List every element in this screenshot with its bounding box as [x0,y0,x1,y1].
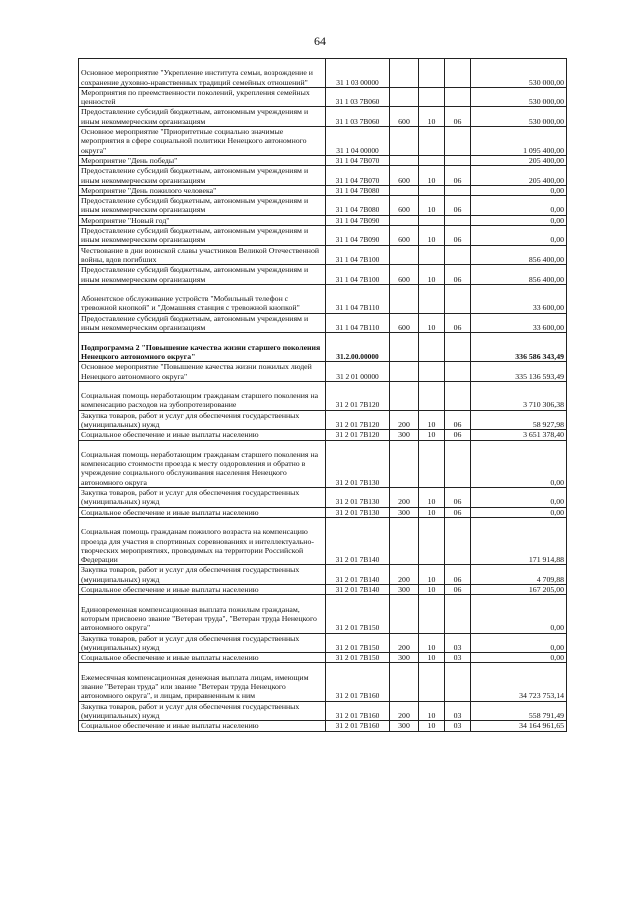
row-name: Мероприятие "День победы" [79,155,326,165]
row-code: 31 2 01 7В140 [326,565,390,585]
row-subsection [445,215,471,225]
row-section: 10 [419,313,445,333]
row-expense-type: 600 [390,107,419,127]
row-code: 31.2.00.00000 [326,333,390,362]
row-subsection [445,362,471,382]
row-subsection [445,595,471,633]
row-name: Предоставление субсидий бюджетным, автономным учреждениям и иным некоммерческим организациям [79,226,326,246]
row-code: 31 2 01 7В150 [326,653,390,663]
row-subsection: 06 [445,196,471,216]
row-code: 31 2 01 7В140 [326,517,390,565]
row-name: Закупка товаров, работ и услуг для обеспечения государственных (муниципальных) нужд [79,701,326,721]
row-code: 31 1 03 7В060 [326,107,390,127]
row-expense-type [390,517,419,565]
row-subsection [445,284,471,313]
table-row [79,381,567,410]
row-section: 10 [419,565,445,585]
row-amount: 856 400,00 [471,265,567,285]
row-subsection [445,440,471,488]
row-expense-type [390,127,419,156]
table-row [79,166,567,186]
row-expense-type: 300 [390,721,419,731]
row-expense-type [390,381,419,410]
row-subsection [445,155,471,165]
row-expense-type: 200 [390,410,419,430]
row-section: 10 [419,701,445,721]
row-amount: 0,00 [471,196,567,216]
row-amount: 0,00 [471,440,567,488]
row-code: 31 1 03 7В060 [326,87,390,107]
row-name: Подпрограмма 2 "Повышение качества жизни старшего поколения Ненецкого автономного округа" [79,333,326,362]
row-subsection [445,517,471,565]
row-subsection: 06 [445,313,471,333]
row-section: 10 [419,585,445,595]
row-name: Предоставление субсидий бюджетным, автономным учреждениям и иным некоммерческим организациям [79,196,326,216]
table-row [79,721,567,731]
row-expense-type: 300 [390,507,419,517]
row-code: 31 1 04 7В070 [326,166,390,186]
row-subsection: 06 [445,166,471,186]
row-code: 31 1 04 7В080 [326,196,390,216]
table-row [79,701,567,721]
row-subsection: 06 [445,430,471,440]
row-amount: 33 600,00 [471,284,567,313]
row-subsection [445,87,471,107]
table-row [79,633,567,653]
row-amount: 336 586 343,49 [471,333,567,362]
row-name: Абонентское обслуживание устройств "Мобильный телефон с тревожной кнопкой" и "Домашняя станция с тревожной кнопкой" [79,284,326,313]
row-section: 10 [419,226,445,246]
table-row [79,585,567,595]
row-section: 10 [419,488,445,508]
row-subsection: 06 [445,265,471,285]
row-code: 31 1 04 7В070 [326,155,390,165]
row-section [419,333,445,362]
row-section [419,155,445,165]
row-code: 31 2 01 7В140 [326,585,390,595]
row-expense-type: 200 [390,488,419,508]
row-section [419,362,445,382]
row-expense-type: 200 [390,701,419,721]
row-amount: 171 914,88 [471,517,567,565]
row-amount: 34 164 961,65 [471,721,567,731]
row-name: Предоставление субсидий бюджетным, автономным учреждениям и иным некоммерческим организациям [79,265,326,285]
row-expense-type: 300 [390,585,419,595]
row-section [419,59,445,88]
row-expense-type [390,333,419,362]
table-row [79,196,567,216]
row-code: 31 2 01 7В130 [326,507,390,517]
row-code: 31 2 01 7В120 [326,430,390,440]
row-expense-type [390,663,419,701]
row-code: 31 2 01 7В150 [326,595,390,633]
row-code: 31 2 01 7В160 [326,721,390,731]
row-expense-type [390,155,419,165]
row-amount: 530 000,00 [471,87,567,107]
table-row [79,107,567,127]
row-code: 31 2 01 7В150 [326,633,390,653]
table-row [79,410,567,430]
table-row [79,245,567,265]
row-section [419,440,445,488]
table-row [79,488,567,508]
row-section [419,87,445,107]
row-expense-type: 200 [390,633,419,653]
row-amount: 0,00 [471,653,567,663]
row-amount: 3 651 378,40 [471,430,567,440]
row-code: 31 2 01 7В130 [326,488,390,508]
row-expense-type [390,59,419,88]
row-expense-type: 600 [390,226,419,246]
row-name: Социальное обеспечение и иные выплаты населению [79,653,326,663]
row-section: 10 [419,721,445,731]
table-row [79,362,567,382]
row-section: 10 [419,430,445,440]
row-subsection [445,333,471,362]
row-name: Закупка товаров, работ и услуг для обеспечения государственных (муниципальных) нужд [79,633,326,653]
row-code: 31 2 01 7В160 [326,701,390,721]
row-amount: 0,00 [471,507,567,517]
row-section [419,663,445,701]
row-name: Социальное обеспечение и иные выплаты населению [79,585,326,595]
row-section [419,185,445,195]
row-code: 31 1 03 00000 [326,59,390,88]
row-amount: 167 205,00 [471,585,567,595]
table-row [79,87,567,107]
row-code: 31 2 01 7В130 [326,440,390,488]
table-row [79,313,567,333]
row-expense-type [390,245,419,265]
row-section [419,595,445,633]
row-name: Мероприятие "День пожилого человека" [79,185,326,195]
row-expense-type: 600 [390,196,419,216]
row-section: 10 [419,507,445,517]
row-code: 31 2 01 7В160 [326,663,390,701]
row-name: Предоставление субсидий бюджетным, автономным учреждениям и иным некоммерческим организациям [79,107,326,127]
table-row [79,265,567,285]
table-row [79,653,567,663]
row-expense-type: 600 [390,313,419,333]
row-amount: 0,00 [471,488,567,508]
row-name: Чествование в дни воинской славы участников Великой Отечественной войны, вдов погибших [79,245,326,265]
table-row [79,127,567,156]
table-row [79,59,567,88]
row-expense-type [390,87,419,107]
row-amount: 205 400,00 [471,155,567,165]
row-name: Ежемесячная компенсационная денежная выплата лицам, имеющим звание "Ветеран труда" или звание "Ветеран труда Ненецкого автономного округа", и лицам, приравненным к ним [79,663,326,701]
row-subsection [445,185,471,195]
row-amount: 335 136 593,49 [471,362,567,382]
table-row [79,185,567,195]
table-row [79,663,567,701]
row-section: 10 [419,653,445,663]
row-amount: 58 927,98 [471,410,567,430]
row-amount: 530 000,00 [471,107,567,127]
row-name: Основное мероприятие "Укрепление института семьи, возрождение и сохранение духовно-нравственных традиций семейных отношений" [79,59,326,88]
row-amount: 34 723 753,14 [471,663,567,701]
row-name: Предоставление субсидий бюджетным, автономным учреждениям и иным некоммерческим организациям [79,313,326,333]
row-name: Основное мероприятие "Приоритетные социально значимые мероприятия в сфере социальной политики Ненецкого автономного округа" [79,127,326,156]
row-expense-type [390,215,419,225]
table-row [79,595,567,633]
row-subsection [445,663,471,701]
row-section [419,127,445,156]
row-name: Предоставление субсидий бюджетным, автономным учреждениям и иным некоммерческим организациям [79,166,326,186]
row-amount: 0,00 [471,185,567,195]
row-expense-type [390,185,419,195]
row-expense-type: 600 [390,265,419,285]
row-section: 10 [419,196,445,216]
row-name: Социальное обеспечение и иные выплаты населению [79,721,326,731]
table-row [79,284,567,313]
row-subsection: 06 [445,585,471,595]
row-subsection: 06 [445,410,471,430]
row-section [419,517,445,565]
row-code: 31 1 04 00000 [326,127,390,156]
row-name: Мероприятия по преемственности поколений, укрепления семейных ценностей [79,87,326,107]
row-subsection: 03 [445,701,471,721]
row-amount: 205 400,00 [471,166,567,186]
row-subsection [445,245,471,265]
table-row [79,517,567,565]
row-name: Социальная помощь неработающим гражданам старшего поколения на компенсацию расходов на зубопротезирование [79,381,326,410]
row-code: 31 1 04 7В110 [326,284,390,313]
row-code: 31 1 04 7В100 [326,245,390,265]
row-code: 31 1 04 7В110 [326,313,390,333]
row-section: 10 [419,265,445,285]
table-row [79,430,567,440]
row-section [419,245,445,265]
row-expense-type: 300 [390,430,419,440]
row-subsection: 03 [445,653,471,663]
row-subsection: 06 [445,107,471,127]
row-section: 10 [419,107,445,127]
row-code: 31 1 04 7В090 [326,226,390,246]
row-section: 10 [419,633,445,653]
row-amount: 0,00 [471,633,567,653]
budget-table-body [79,59,567,732]
row-amount: 1 095 400,00 [471,127,567,156]
row-name: Закупка товаров, работ и услуг для обеспечения государственных (муниципальных) нужд [79,488,326,508]
row-name: Социальное обеспечение и иные выплаты населению [79,507,326,517]
row-name: Социальная помощь гражданам пожилого возраста на компенсацию проезда для участия в спортивных соревнованиях и интеллектуально-творческих мероприятиях, проводимых на территории Российской Федерации [79,517,326,565]
row-subsection: 03 [445,633,471,653]
row-section [419,381,445,410]
row-amount: 856 400,00 [471,245,567,265]
table-row [79,507,567,517]
row-subsection: 06 [445,565,471,585]
table-row [79,333,567,362]
row-name: Основное мероприятие "Повышение качества жизни пожилых людей Ненецкого автономного округа" [79,362,326,382]
row-code: 31 2 01 7В120 [326,381,390,410]
row-code: 31 2 01 00000 [326,362,390,382]
row-section: 10 [419,166,445,186]
row-code: 31 1 04 7В080 [326,185,390,195]
row-name: Закупка товаров, работ и услуг для обеспечения государственных (муниципальных) нужд [79,410,326,430]
row-expense-type [390,362,419,382]
row-expense-type [390,440,419,488]
row-subsection [445,59,471,88]
row-code: 31 1 04 7В090 [326,215,390,225]
row-name: Единовременная компенсационная выплата пожилым гражданам, которым присвоено звание "Ветеран труда", "Ветеран труда Ненецкого автономного округа" [79,595,326,633]
row-subsection [445,127,471,156]
row-expense-type: 300 [390,653,419,663]
row-amount: 4 709,88 [471,565,567,585]
table-row [79,155,567,165]
row-section [419,284,445,313]
row-expense-type: 200 [390,565,419,585]
row-code: 31 1 04 7В100 [326,265,390,285]
row-amount: 530 000,00 [471,59,567,88]
row-section [419,215,445,225]
row-amount: 0,00 [471,215,567,225]
row-expense-type [390,595,419,633]
row-section: 10 [419,410,445,430]
row-amount: 33 600,00 [471,313,567,333]
row-subsection [445,381,471,410]
row-name: Мероприятие "Новый год" [79,215,326,225]
row-amount: 0,00 [471,595,567,633]
row-subsection: 06 [445,507,471,517]
row-amount: 3 710 306,38 [471,381,567,410]
table-row [79,440,567,488]
table-row [79,565,567,585]
row-amount: 0,00 [471,226,567,246]
budget-table [78,58,567,732]
row-name: Социальное обеспечение и иные выплаты населению [79,430,326,440]
table-row [79,215,567,225]
row-name: Закупка товаров, работ и услуг для обеспечения государственных (муниципальных) нужд [79,565,326,585]
row-subsection: 06 [445,488,471,508]
row-amount: 558 791,49 [471,701,567,721]
row-expense-type: 600 [390,166,419,186]
row-expense-type [390,284,419,313]
row-subsection: 03 [445,721,471,731]
table-row [79,226,567,246]
row-subsection: 06 [445,226,471,246]
row-code: 31 2 01 7В120 [326,410,390,430]
row-name: Социальная помощь неработающим гражданам старшего поколения на компенсацию стоимости проезда к месту оздоровления и обратно в учреждение социального обслуживания населения Ненецкого автономного округа [79,440,326,488]
page-number: 64 [314,34,326,48]
